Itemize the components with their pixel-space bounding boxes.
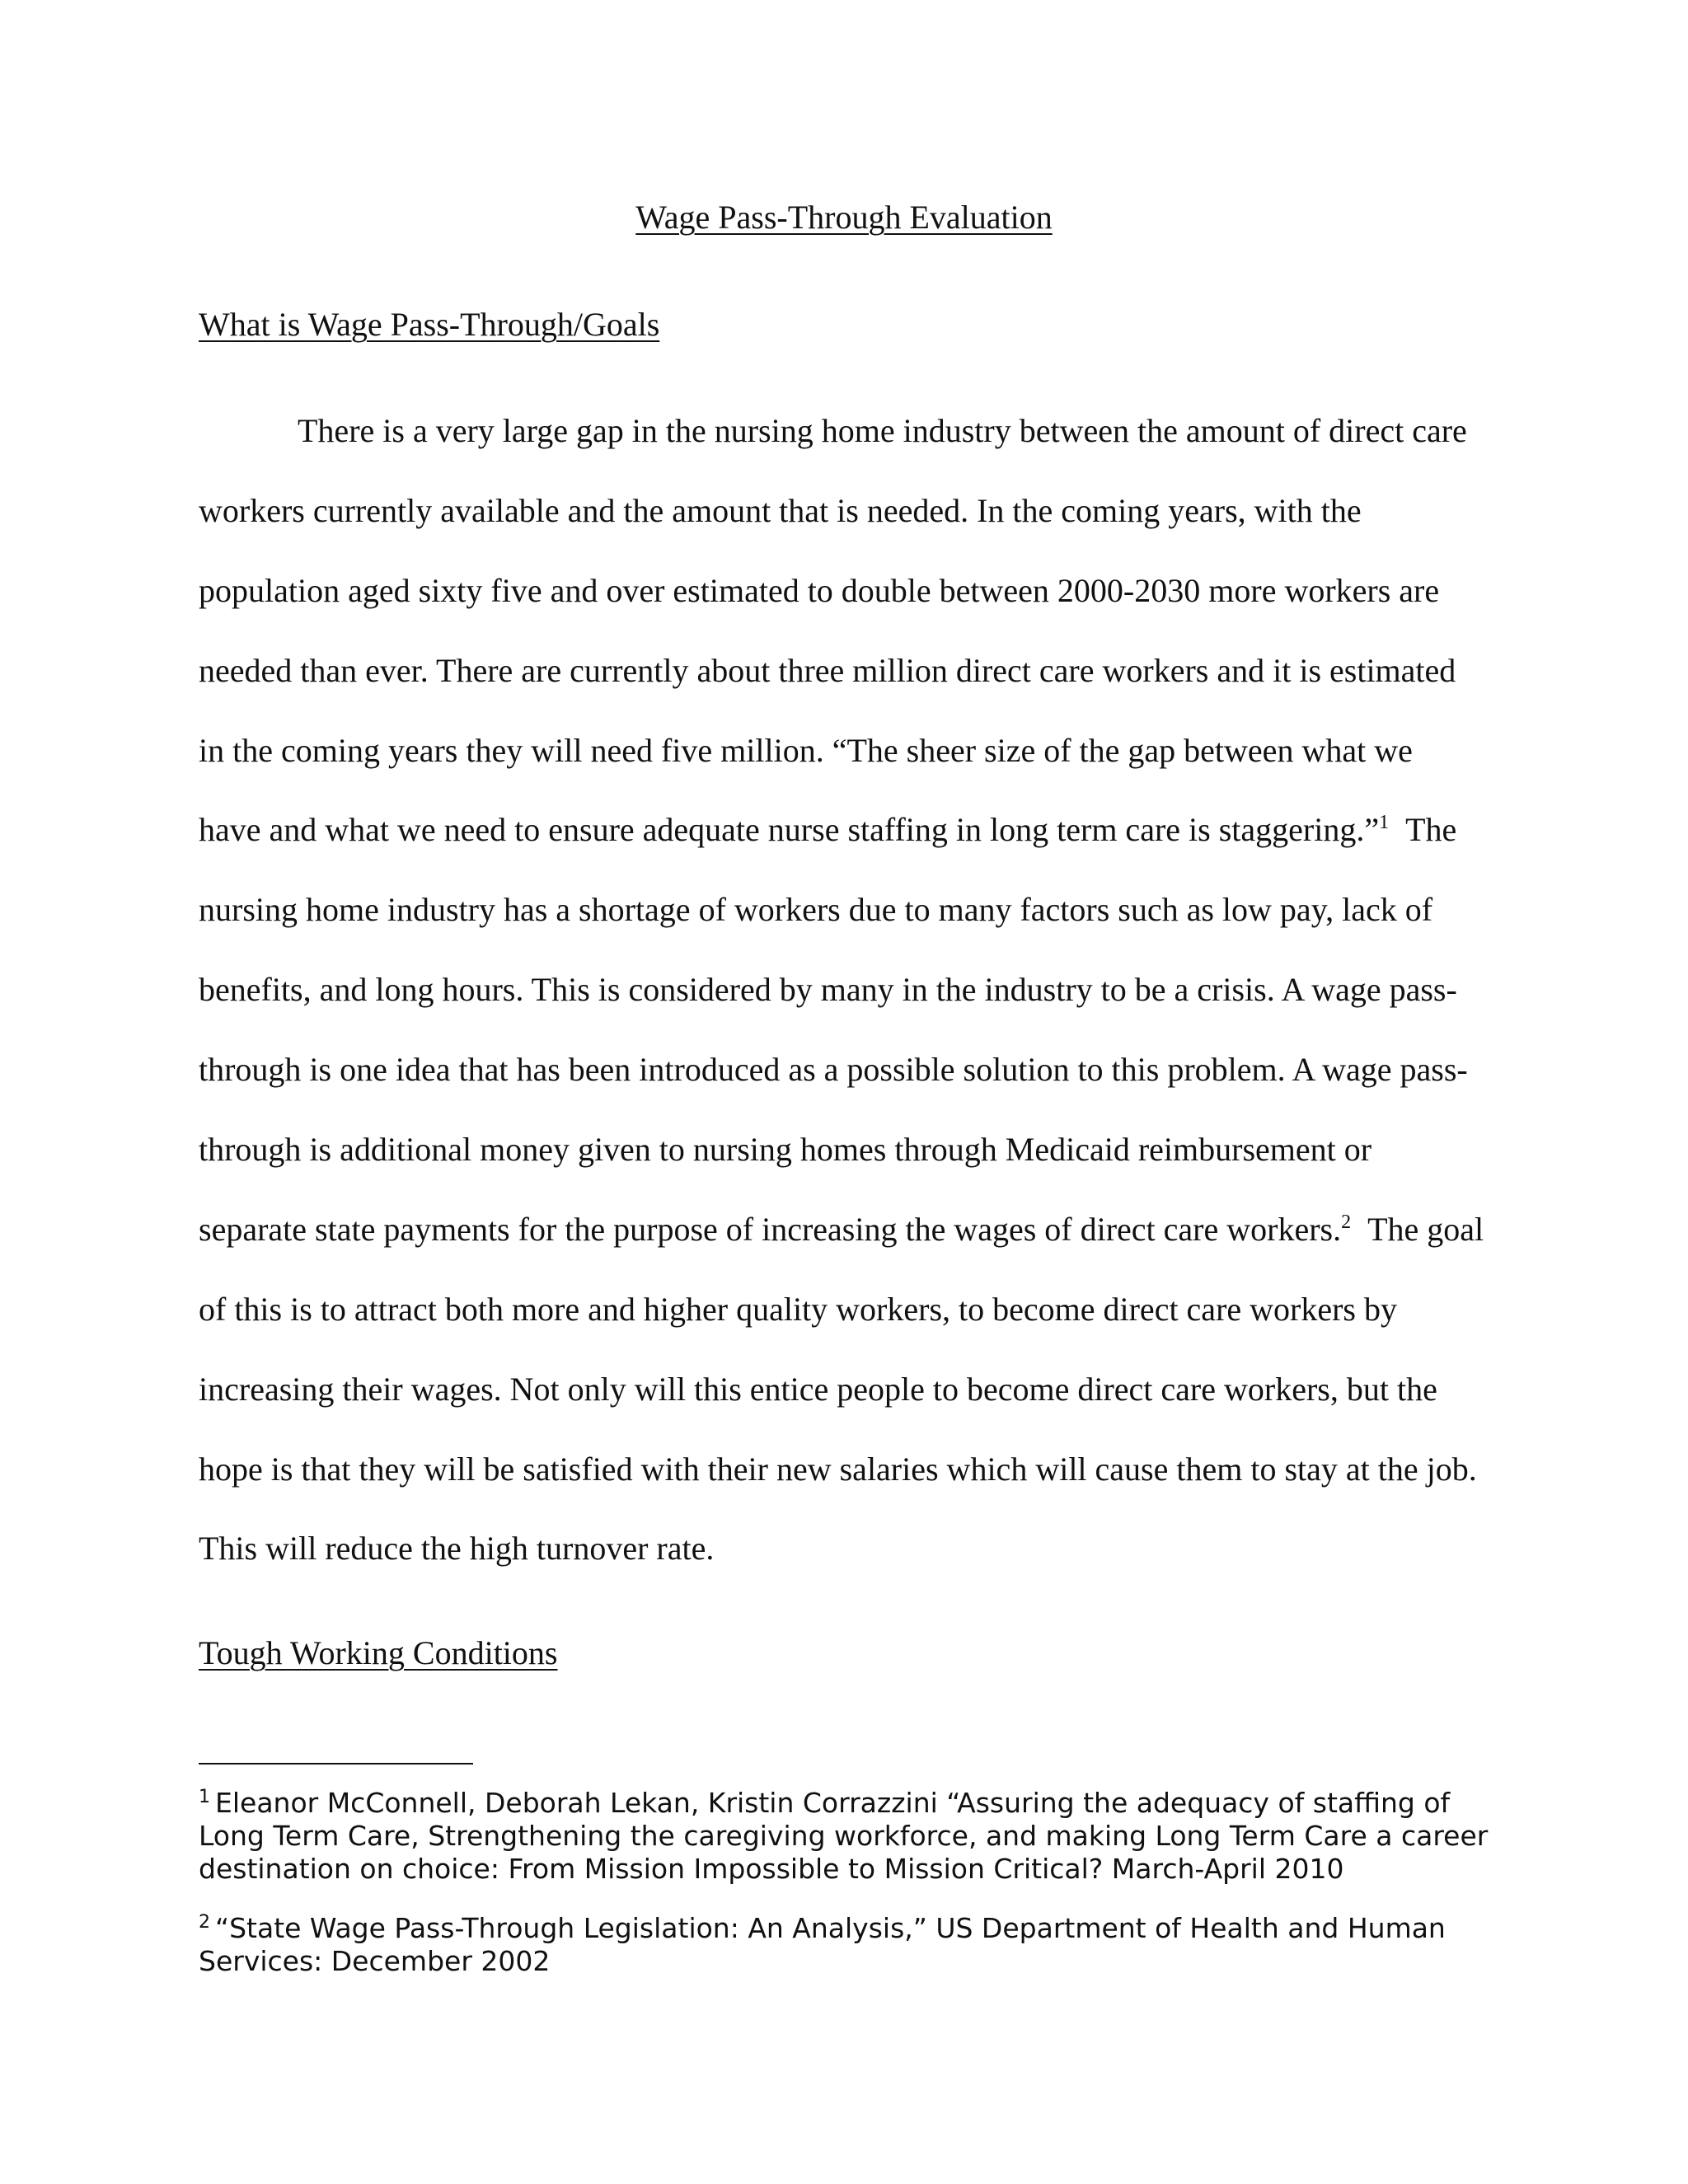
paragraph-line (199, 1368, 1517, 1448)
paragraph-line (199, 1128, 1517, 1208)
paragraph-line-text: in the coming years they will need five million. “The sheer size of the gap between what we (199, 731, 1413, 769)
paragraph-line (199, 410, 1517, 490)
footnote-1 (199, 1787, 1534, 1886)
footnote-2 (199, 1912, 1534, 1978)
paragraph-line-text: separate state payments for the purpose of increasing the wages of direct care workers. (199, 1210, 1342, 1248)
paragraph-line-text: of this is to attract both more and higher quality workers, to become direct care workers by (199, 1290, 1397, 1328)
footnote-separator (199, 1763, 473, 1765)
footnote-line-text: Long Term Care, Strengthening the caregiving workforce, and making Long Term Care a career (199, 1820, 1489, 1852)
footnote-line-text: destination on choice: From Mission Impossible to Mission Critical? March-April 2010 (199, 1853, 1344, 1885)
paragraph-line-text: through is one idea that has been introduced as a possible solution to this problem. A wage pass- (199, 1051, 1468, 1089)
paragraph-line-text: population aged sixty five and over estimated to double between 2000-2030 more workers are (199, 571, 1440, 609)
paragraph-line-tail: The goal (1367, 1210, 1484, 1248)
paragraph-line-text: workers currently available and the amount that is needed. In the coming years, with the (199, 491, 1362, 529)
paragraph-line-text: needed than ever. There are currently about three million direct care workers and it is estimated (199, 651, 1456, 689)
paragraph-line-text: This will reduce the high turnover rate. (199, 1530, 715, 1568)
paragraph-line (199, 808, 1517, 888)
paragraph-line-text: increasing their wages. Not only will this entice people to become direct care workers, but the (199, 1370, 1437, 1408)
document-title (0, 196, 1688, 239)
paragraph-line (199, 569, 1517, 649)
paragraph-line-text: benefits, and long hours. This is considered by many in the industry to be a crisis. A wage pass- (199, 971, 1457, 1009)
footnote-line (199, 1945, 1534, 1978)
footnote-reference-1[interactable]: 1 (1379, 812, 1390, 834)
paragraph-line (199, 649, 1517, 729)
section-heading-goals (199, 303, 659, 346)
footnote-line (199, 1820, 1534, 1853)
paragraph-line-text: nursing home industry has a shortage of workers due to many factors such as low pay, lack of (199, 891, 1433, 929)
paragraph-line-text: have and what we need to ensure adequate nurse staffing in long term care is staggering.” (199, 811, 1380, 849)
paragraph-line-text: hope is that they will be satisfied with their new salaries which will cause them to stay at the job. (199, 1450, 1477, 1488)
paragraph-line (199, 1527, 1517, 1607)
document-title-text: Wage Pass-Through Evaluation (635, 199, 1053, 236)
paragraph-line (199, 968, 1517, 1048)
paragraph-line (199, 1208, 1517, 1288)
paragraph-line-tail: The (1405, 811, 1457, 849)
footnote-line-text: “State Wage Pass-Through Legislation: An Analysis,” US Department of Health and Human (215, 1912, 1446, 1944)
section-heading-working-conditions-text: Tough Working Conditions (199, 1634, 558, 1671)
footnote-line (199, 1912, 1534, 1945)
footnote-line (199, 1787, 1534, 1820)
body-paragraph (199, 410, 1517, 1607)
paragraph-line-text: through is additional money given to nursing homes through Medicaid reimbursement or (199, 1131, 1372, 1169)
footnote-line-text: Eleanor McConnell, Deborah Lekan, Kristin Corrazzini “Assuring the adequacy of staffing of (215, 1787, 1451, 1819)
section-heading-goals-text: What is Wage Pass-Through/Goals (199, 306, 660, 343)
paragraph-line (199, 729, 1517, 809)
paragraph-line (199, 1288, 1517, 1368)
paragraph-line (199, 1048, 1517, 1128)
footnote-number: 1 (199, 1787, 210, 1807)
footnote-reference-2[interactable]: 2 (1341, 1211, 1352, 1233)
section-heading-working-conditions (199, 1632, 558, 1675)
footnote-number: 2 (199, 1912, 210, 1933)
footnote-line-text: Services: December 2002 (199, 1945, 551, 1977)
footnote-line (199, 1853, 1534, 1886)
paragraph-line-text: There is a very large gap in the nursing home industry between the amount of direct care (298, 412, 1467, 449)
paragraph-line (199, 888, 1517, 968)
paragraph-line (199, 1448, 1517, 1528)
paragraph-line (199, 490, 1517, 569)
